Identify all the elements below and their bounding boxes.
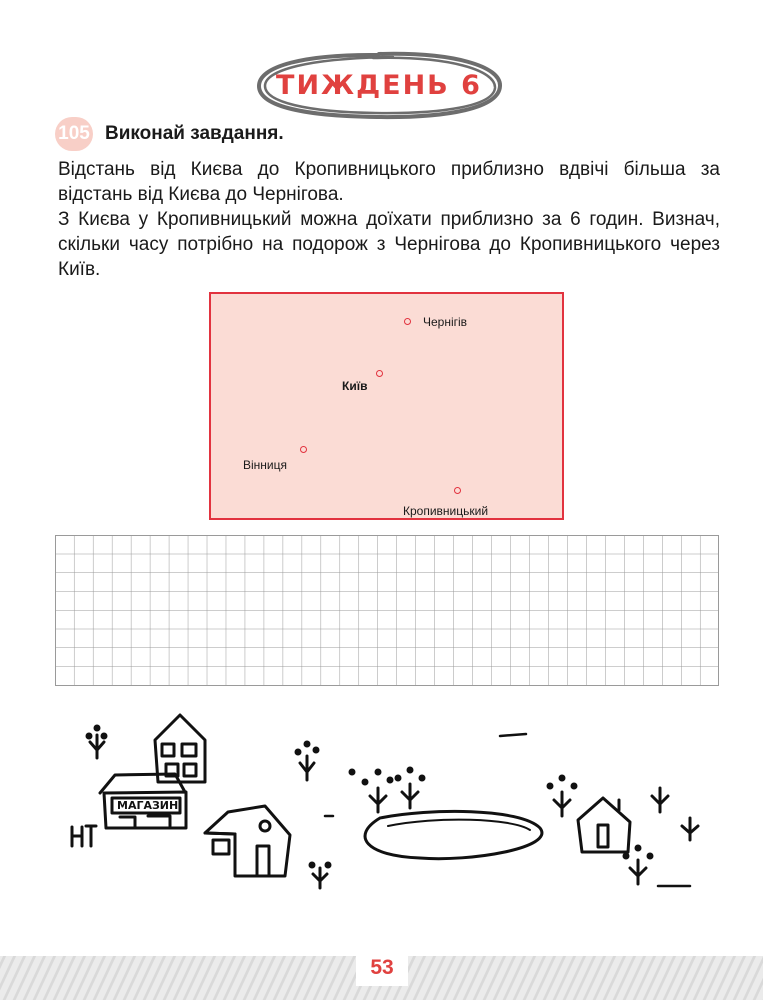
city-marker-kyiv <box>376 370 383 377</box>
city-label-kyiv: Київ <box>342 379 368 393</box>
page-number: 53 <box>356 950 408 986</box>
city-marker-kropyvnytskyi <box>454 487 461 494</box>
task-paragraph-2: З Києва у Кропивницький можна доїхати приблизно за 6 годин. Визнач, скільки часу потрібно на подорож з Чернігова до Кропивницького через Київ. <box>58 209 720 280</box>
map <box>209 292 564 520</box>
town-illustration <box>0 700 763 900</box>
city-marker-chernihiv <box>404 318 411 325</box>
shop-sign: МАГАЗИН <box>117 799 179 812</box>
answer-grid[interactable] <box>55 535 719 692</box>
week-title: ТИЖДЕНЬ 6 <box>276 69 482 101</box>
city-marker-vinnytsia <box>300 446 307 453</box>
city-label-kropyvnytskyi: Кропивницький <box>403 504 489 518</box>
task-text <box>58 157 720 282</box>
week-badge <box>253 48 505 122</box>
task-number-badge: 105 <box>55 117 93 151</box>
answer-grid-lines <box>55 535 719 687</box>
task-paragraph-1: Відстань від Києва до Кропивницького приблизно вдвічі більша за відстань від Києва до Чернігова. <box>58 159 720 205</box>
tall-house-icon <box>155 715 205 782</box>
city-label-vinnytsia: Вінниця <box>243 458 287 472</box>
task-heading: Виконай завдання. <box>105 123 284 144</box>
house-icon <box>205 806 290 876</box>
small-house-icon <box>578 798 630 852</box>
city-label-chernihiv: Чернігів <box>423 315 468 329</box>
